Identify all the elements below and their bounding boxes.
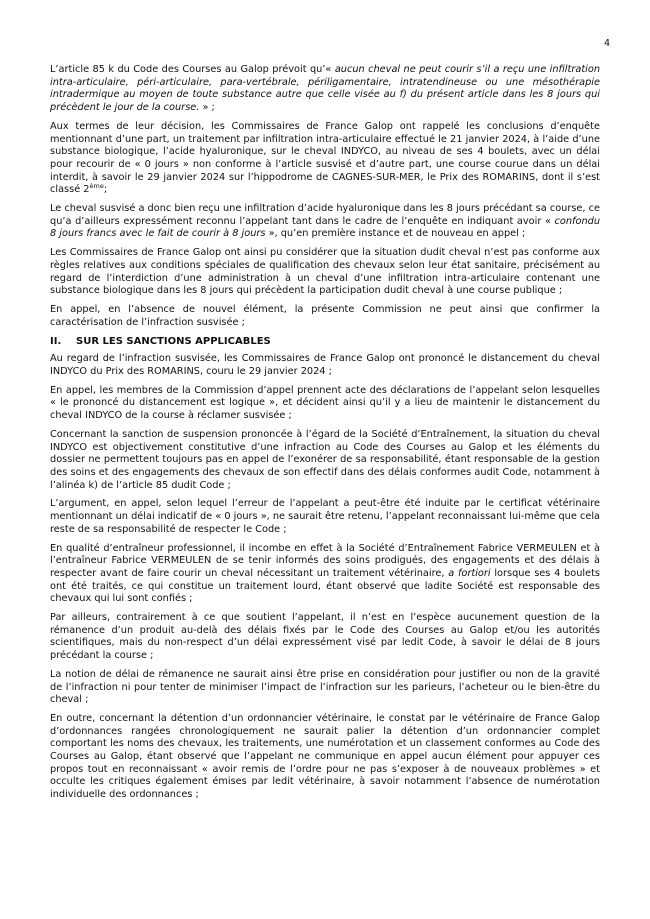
section-title: SUR LES SANCTIONS APPLICABLES (76, 336, 271, 348)
page-number: 4 (603, 38, 610, 49)
paragraph-remanence: Par ailleurs, contrairement à ce que soutient l’appelant, il n’est en l’espèce aucunement question de la rémanence d’un produit au-delà des délais fixés par le Code des Courses au Galop et/ou les autorités scientifiques, mais du non-respect d’un délai expressément visé par ledit Code, à savoir le délai de 8 jours précédant la course ; (50, 612, 600, 662)
paragraph-non-conformite: Les Commissaires de France Galop ont ainsi pu considérer que la situation dudit cheval n’est pas conforme aux règles relatives aux conditions spéciales de qualification des chevaux selon leur état sanitaire, précisément au regard de l’interdiction d’une administration à un cheval d’une infiltration intra-articulaire contenant une substance biologique dans les 8 jours qui précèdent la participation dudit cheval à une course publique ; (50, 247, 600, 297)
paragraph-article-85k: L’article 85 k du Code des Courses au Galop prévoit qu’« aucun cheval ne peut courir s’il a reçu une infiltration intra-articulaire, péri-articulaire, para-vertébrale, périligamentaire, intratendineuse ou une mésothérapie intradermique au moyen de toute substance autre que celle visée au f) du présent article dans les 8 jours qui précèdent le jour de la course. » ; (50, 64, 601, 114)
paragraph-enquete: Aux termes de leur décision, les Commissaires de France Galop ont rappelé les conclusions d’enquête mentionnant d’une part, un traitement par infiltration intra-articulaire effectué le 21 janvier 2024, à l’aide d’une substance biologique, l’acide hyaluronique, sur le cheval INDYCO, au niveau de ses 4 boulets, avec un délai pour recourir de « 0 jours » non conforme à l’article susvisé et d’autre part, une course courue dans un délai interdit, à savoir le 29 janvier 2024 sur l’hippodrome de CAGNES-SUR-MER, le Prix des ROMARINS, dont il s’est classé 2ème; (50, 120, 600, 196)
document-body (50, 64, 600, 808)
article-quote: aucun cheval ne peut courir s’il a reçu une infiltration intra-articulaire, péri-articulaire, para-vertébrale, périligamentaire, intratendineuse ou une mésothérapie intradermique au moyen de toute substance autre que celle visée au f) du présent article dans les 8 jours qui précèdent le jour de la course. (50, 64, 601, 114)
paragraph-certificat: L’argument, en appel, selon lequel l’erreur de l’appelant a peut-être été induite par le certificat vétérinaire mentionnant un délai indicatif de « 0 jours », ne saurait être retenu, l’appelant reconnaissant lui-même que cela reste de sa responsabilité de respecter le Code ; (50, 498, 600, 535)
section-heading (50, 335, 600, 348)
appellant-quote: confondu 8 jours francs avec le fait de courir à 8 jours (50, 215, 600, 240)
paragraph-suspension: Concernant la sanction de suspension prononcée à l’égard de la Société d’Entraînement, la situation du cheval INDYCO est objectivement constitutive d’une infraction au Code des Courses au Galop et les éléments du dossier ne permettent toujours pas en appel de l’exonérer de sa responsabilité, étant responsable de la gestion des soins et des engagements des chevaux de son effectif dans des délais conformes audit Code, notamment à l’alinéa k) de l’article 85 dudit Code ; (50, 428, 600, 491)
section-number: II. (50, 336, 62, 348)
paragraph-appel-distancement: En appel, les membres de la Commission d’appel prennent acte des déclarations de l’appelant selon lesquelles « le prononcé du distancement est logique », et décident ainsi qu’il y a lieu de maintenir le distancement du cheval INDYCO de la course à réclamer susvisée ; (50, 384, 600, 422)
paragraph-infiltration: Le cheval susvisé a donc bien reçu une infiltration d’acide hyaluronique dans les 8 jours précédant sa course, ce qu’a d’ailleurs expressément reconnu l’appelant tant dans le cadre de l’enquête en indiquant avoir « confondu 8 jours francs avec le fait de courir à 8 jours », qu’en première instance et de nouveau en appel ; (50, 203, 600, 240)
paragraph-confirmation: En appel, en l’absence de nouvel élément, la présente Commission ne peut ainsi que confirmer la caractérisation de l’infraction susvisée ; (50, 303, 600, 328)
a-fortiori: a fortiori (448, 567, 491, 579)
paragraph-distancement: Au regard de l’infraction susvisée, les Commissaires de France Galop ont prononcé le distancement du cheval INDYCO du Prix des ROMARINS, couru le 29 janvier 2024 ; (50, 353, 600, 378)
paragraph-ordonnancier: En outre, concernant la détention d’un ordonnancier vétérinaire, le constat par le vétérinaire de France Galop d’ordonnances rangées chronologiquement ne saurait palier la détention d’un ordonnancier complet comportant les noms des chevaux, les traitements, une numérotation et un classement conformes au Code des Courses au Galop, étant observé que l’appelant ne communique en appel aucun élément pour appuyer ces propos tout en reconnaissant « avoir remis de l’ordre pour ne pas s’exposer à de nouveaux problèmes » et occulte les critiques également émises par ledit vétérinaire, à savoir notamment l’absence de numérotation individuelle des ordonnances ; (50, 712, 600, 801)
ordinal-suffix: ème (89, 182, 104, 191)
paragraph-entraineur: En qualité d’entraîneur professionnel, il incombe en effet à la Société d’Entraînement Fabrice VERMEULEN et à l’entraîneur Fabrice VERMEULEN de se tenir informés des soins prodigués, des engagements et des délais à respecter avant de faire courir un cheval nécessitant un traitement vétérinaire, a fortiori lorsque ses 4 boulets ont été traités, ce qui constitue un traitement lourd, étant observé que ladite Société est responsable des chevaux qui lui sont confiés ; (50, 542, 600, 605)
paragraph-delai-remanence: La notion de délai de rémanence ne saurait ainsi être prise en considération pour justifier ou non de la gravité de l’infraction ni pour tenter de minimiser l’impact de l’infraction sur les parieurs, l’acheteur ou le bien-être du cheval ; (50, 668, 600, 706)
